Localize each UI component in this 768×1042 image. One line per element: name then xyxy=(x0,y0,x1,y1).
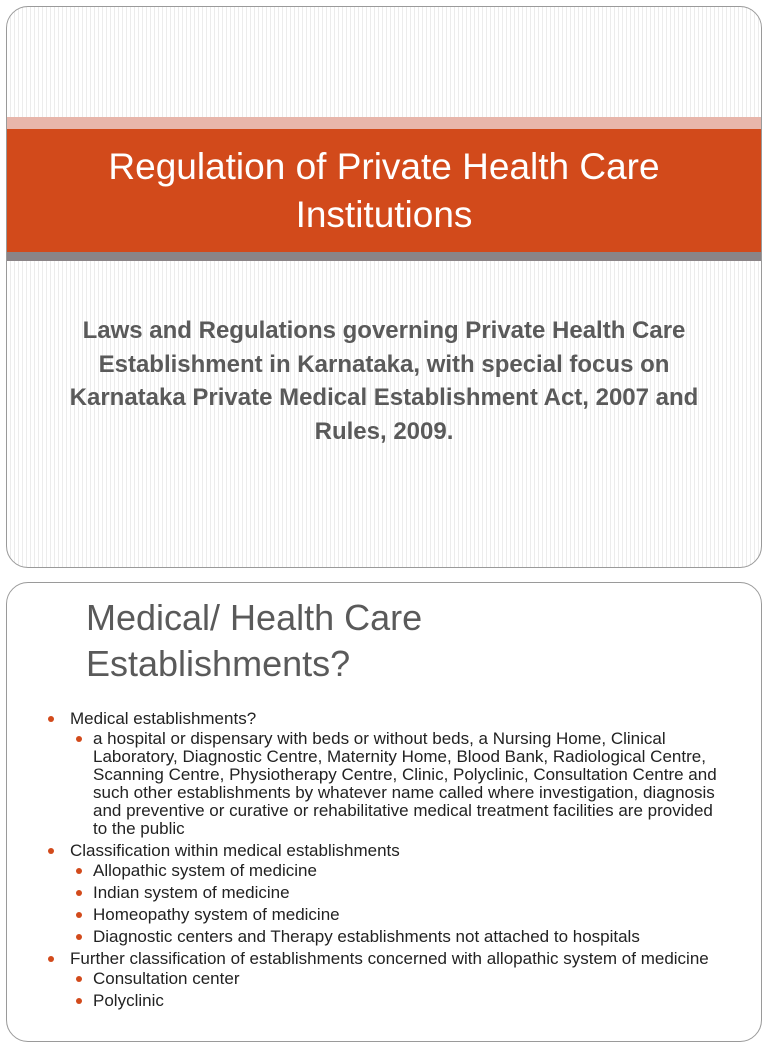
bullet-text: Medical establishments? xyxy=(70,709,257,728)
sub-bullet-item: Allopathic system of medicine xyxy=(70,862,731,880)
sub-bullet-item: Consultation center xyxy=(70,970,731,988)
sub-bullet-list xyxy=(70,970,731,1010)
sub-bullet-item: Diagnostic centers and Therapy establishments not attached to hospitals xyxy=(70,928,731,946)
sub-bullet-item: Indian system of medicine xyxy=(70,884,731,902)
sub-bullet-item: Polyclinic xyxy=(70,992,731,1010)
title-accent-band xyxy=(7,117,761,129)
sub-bullet-list xyxy=(70,862,731,946)
slide-subtitle: Laws and Regulations governing Private Health Care Establishment in Karnataka, with special focus on Karnataka Private Medical Establishment Act, 2007 and Rules, 2009. xyxy=(69,317,699,445)
bullet-text: Further classification of establishments concerned with allopathic system of medicine xyxy=(70,949,709,968)
bullet-item xyxy=(47,710,731,838)
sub-bullet-item: Homeopathy system of medicine xyxy=(70,906,731,924)
sub-bullet-list xyxy=(70,730,731,838)
title-slide xyxy=(6,6,762,568)
content-slide xyxy=(6,582,762,1042)
slide-title: Regulation of Private Health Care Institutions xyxy=(108,145,660,235)
sub-bullet-item: a hospital or dispensary with beds or without beds, a Nursing Home, Clinical Laboratory, Diagnostic Centre, Maternity Home, Blood Bank, Radiological Centre, Scanning Centre, Physiotherapy Centre, Clinic, Polyclinic, Consultation Centre and such other establishments by whatever name called where investigation, diagnosis and preventive or curative or rehabilitative medical treatment facilities are provided to the public xyxy=(70,730,731,838)
title-divider-band xyxy=(7,252,761,261)
content-slide-title: Medical/ Health Care Establishments? xyxy=(86,597,423,684)
bullet-item xyxy=(47,842,731,946)
bullet-list xyxy=(47,710,731,1014)
title-banner xyxy=(7,129,761,252)
bullet-text: Classification within medical establishments xyxy=(70,841,400,860)
bullet-item xyxy=(47,950,731,1010)
